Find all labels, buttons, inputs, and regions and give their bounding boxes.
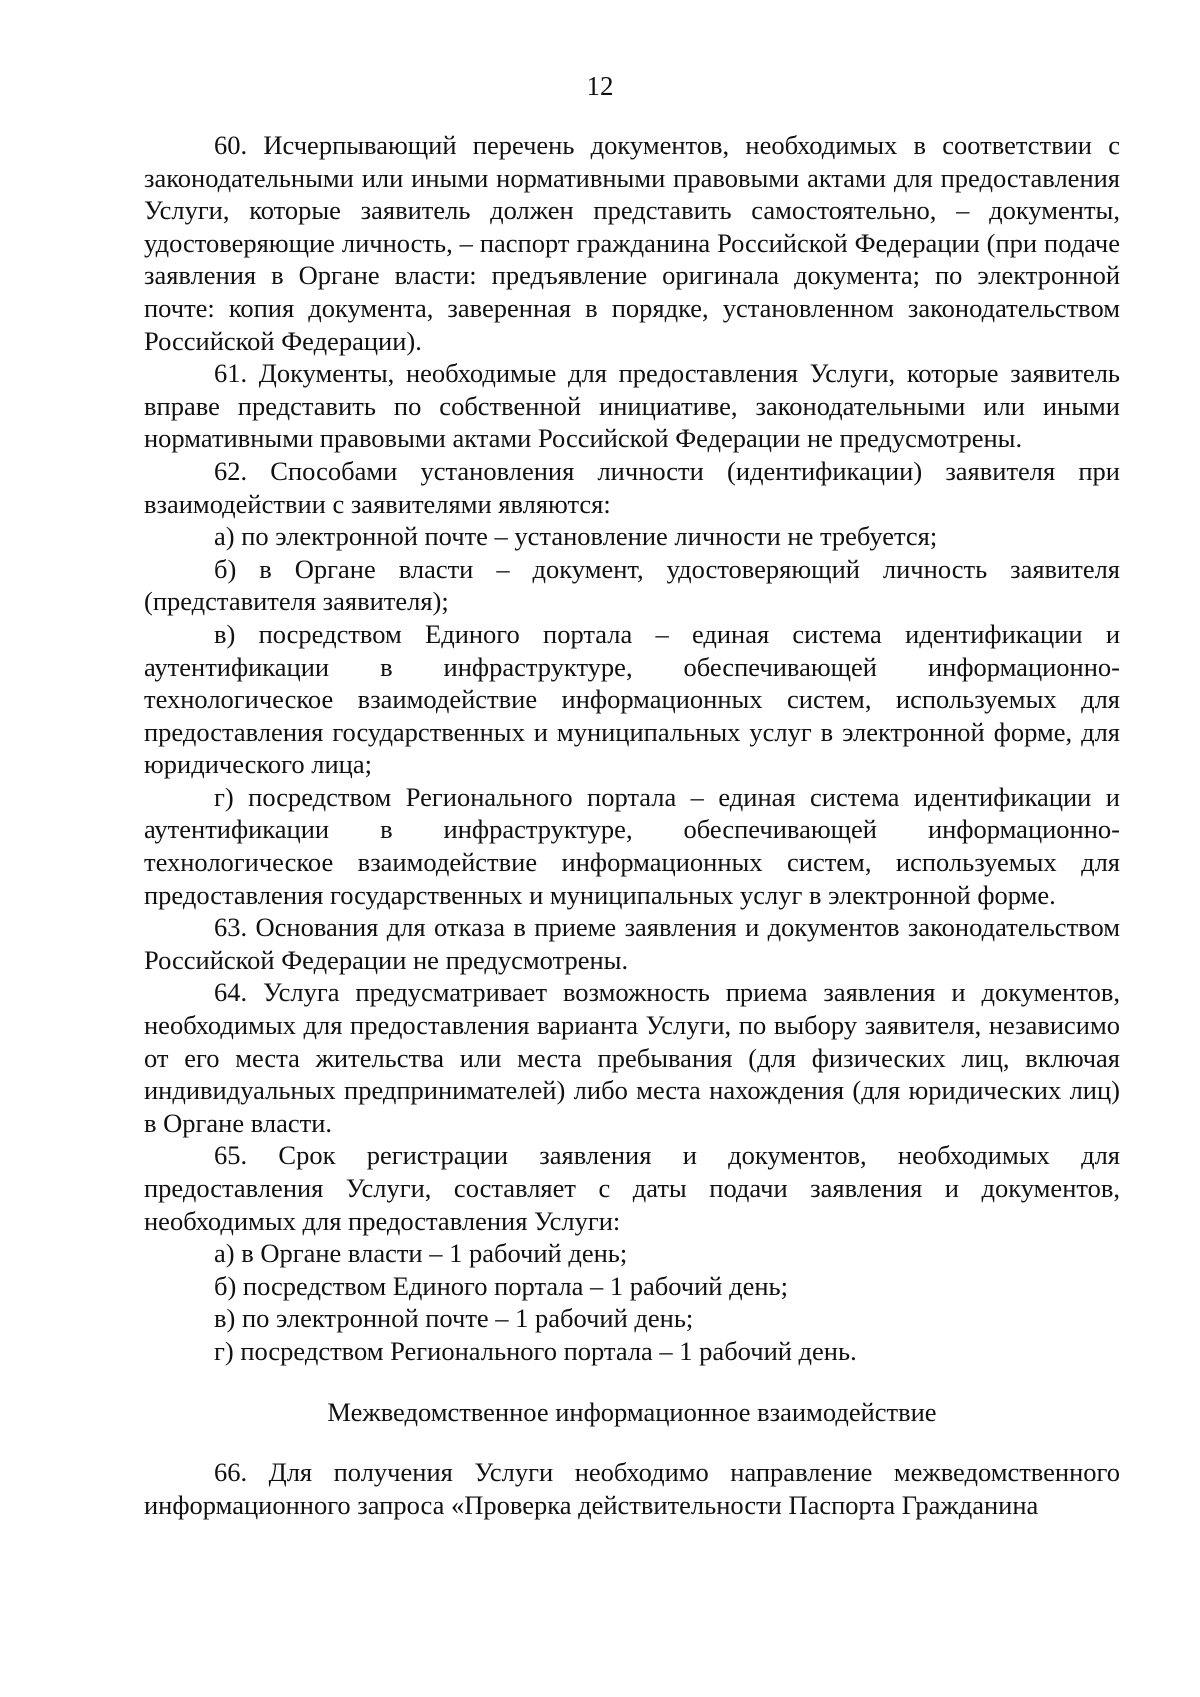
paragraph-62-item-a: а) по электронной почте – установление личности не требуется; — [214, 521, 938, 552]
section-heading: Межведомственное информационное взаимодействие — [327, 1396, 937, 1427]
paragraph-62-item-v: в) посредством Единого портала – единая система идентификации и аутентификации в инфраструктуре, обеспечивающей информационно-технологическое взаимодействие информационных систем, используемых для предоставления государственных и муниципальных услуг в электронной форме, для юридического лица; — [144, 618, 1120, 780]
paragraph-61: 61. Документы, необходимые для предоставления Услуги, которые заявитель вправе представить по собственной инициативе, законодательными или иными нормативными правовыми актами Российской Федерации не предусмотрены. — [144, 358, 1120, 454]
paragraph-64: 64. Услуга предусматривает возможность приема заявления и документов, необходимых для предоставления варианта Услуги, по выбору заявителя, независимо от его места жительства или места пребывания (для физических лиц, включая индивидуальных предпринимателей) либо места нахождения (для юридических лиц) в Органе власти. — [144, 977, 1120, 1138]
paragraph-65-item-v: в) по электронной почте – 1 рабочий день; — [214, 1303, 694, 1334]
paragraph-65-item-a: а) в Органе власти – 1 рабочий день; — [214, 1238, 628, 1269]
paragraph-62-item-g: г) посредством Регионального портала – единая система идентификации и аутентификации в инфраструктуре, обеспечивающей информационно-технологическое взаимодействие информационных систем, используемых для предоставления государственных и муниципальных услуг в электронной форме. — [144, 781, 1120, 910]
paragraph-60: 60. Исчерпывающий перечень документов, необходимых в соответствии с законодательными или иными нормативными правовыми актами для предоставления Услуги, которые заявитель должен представить самостоятельно, – документы, удостоверяющие личность, – паспорт гражданина Российской Федерации (при подаче заявления в Органе власти: предъявление оригинала документа; по электронной почте: копия документа, заверенная в порядке, установленном законодательством Российской Федерации). — [144, 130, 1120, 356]
page-number: 12 — [586, 71, 614, 101]
paragraph-65-item-g: г) посредством Регионального портала – 1 рабочий день. — [214, 1335, 857, 1366]
paragraph-63: 63. Основания для отказа в приеме заявления и документов законодательством Российской Федерации не предусмотрены. — [144, 912, 1120, 975]
paragraph-65: 65. Срок регистрации заявления и документов, необходимых для предоставления Услуги, составляет с даты подачи заявления и документов, необходимых для предоставления Услуги: — [144, 1140, 1120, 1236]
paragraph-66: 66. Для получения Услуги необходимо направление межведомственного информационного запроса «Проверка действительности Паспорта Гражданина — [144, 1457, 1120, 1520]
document-body — [144, 129, 1120, 1521]
paragraph-62: 62. Способами установления личности (идентификации) заявителя при взаимодействии с заявителями являются: — [144, 455, 1120, 519]
paragraph-62-item-b: б) в Органе власти – документ, удостоверяющий личность заявителя (представителя заявителя); — [144, 553, 1120, 617]
paragraph-65-item-b: б) посредством Единого портала – 1 рабочий день; — [214, 1270, 788, 1301]
